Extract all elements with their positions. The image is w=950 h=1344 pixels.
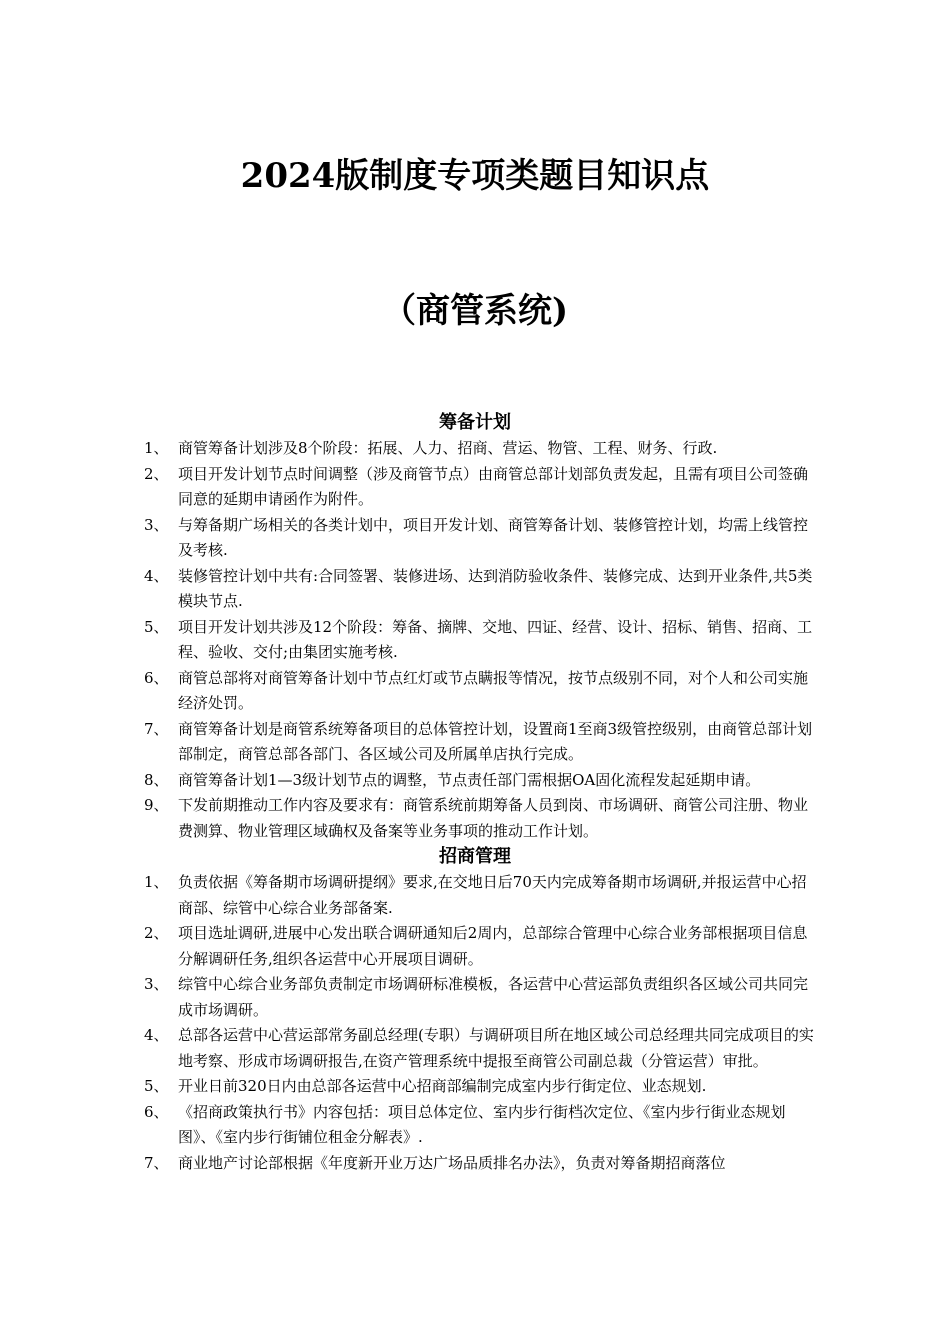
item-text: 商管筹备计划1—3级计划节点的调整，节点责任部门需根据OA固化流程发起延期申请。 — [178, 770, 761, 789]
list-item — [144, 666, 814, 717]
item-text: 商管总部将对商管筹备计划中节点红灯或节点瞒报等情况，按节点级别不同，对个人和公司实施经济处罚。 — [178, 668, 809, 712]
list-item — [144, 564, 814, 615]
item-number: 4、 — [144, 1026, 169, 1044]
list-item — [144, 793, 814, 844]
item-text: 商业地产讨论部根据《年度新开业万达广场品质排名办法》，负责对筹备期招商落位 — [178, 1153, 726, 1172]
item-text: 下发前期推动工作内容及要求有：商管系统前期筹备人员到岗、市场调研、商管公司注册、物业费测算、物业管理区域确权及备案等业务事项的推动工作计划。 — [178, 796, 809, 840]
item-text: 项目选址调研,进展中心发出联合调研通知后2周内，总部综合管理中心综合业务部根据项目信息分解调研任务,组织各运营中心开展项目调研。 — [178, 924, 808, 968]
section-heading: 筹备计划 — [439, 412, 511, 433]
item-number: 5、 — [144, 1077, 169, 1095]
item-number: 6、 — [144, 668, 169, 687]
list-item — [144, 717, 814, 768]
list-item — [144, 1074, 814, 1100]
item-number: 2、 — [144, 924, 169, 942]
item-number: 3、 — [144, 515, 169, 534]
item-text: 装修管控计划中共有:合同签署、装修进场、达到消防验收条件、装修完成、达到开业条件,共5类模块节点. — [178, 566, 813, 610]
list-item — [144, 615, 814, 666]
item-number: 8、 — [144, 770, 169, 789]
item-text: 《招商政策执行书》内容包括：项目总体定位、室内步行街档次定位、《室内步行街业态规划图》、《室内步行街铺位租金分解表》. — [178, 1102, 786, 1146]
document-subtitle: （商管系统) — [381, 291, 569, 331]
item-number: 4、 — [144, 566, 169, 585]
list-item — [144, 462, 814, 513]
list-item — [144, 870, 814, 921]
item-text: 项目开发计划共涉及12个阶段：筹备、摘牌、交地、四证、经营、设计、招标、销售、招商、工程、验收、交付;由集团实施考核. — [178, 617, 813, 661]
section-leasing-management — [0, 844, 950, 1176]
list-item — [144, 1151, 814, 1177]
item-number: 2、 — [144, 464, 169, 483]
document-body — [0, 410, 950, 1176]
item-text: 与筹备期广场相关的各类计划中，项目开发计划、商管筹备计划、装修管控计划，均需上线管控及考核. — [178, 515, 809, 559]
item-text: 开业日前320日内由总部各运营中心招商部编制完成室内步行街定位、业态规划. — [178, 1077, 707, 1095]
item-text: 项目开发计划节点时间调整（涉及商管节点）由商管总部计划部负责发起，且需有项目公司签确同意的延期申请函作为附件。 — [178, 464, 809, 508]
item-text: 综管中心综合业务部负责制定市场调研标准模板，各运营中心营运部负责组织各区域公司共同完成市场调研。 — [178, 975, 809, 1019]
item-number: 1、 — [144, 439, 169, 457]
item-number: 6、 — [144, 1102, 169, 1121]
item-number: 7、 — [144, 1153, 169, 1172]
item-number: 5、 — [144, 617, 169, 636]
item-number: 3、 — [144, 975, 169, 993]
list-item — [144, 513, 814, 564]
item-list — [0, 870, 950, 1176]
item-text: 商管筹备计划是商管系统筹备项目的总体管控计划，设置商1至商3级管控级别，由商管总部计划部制定，商管总部各部门、各区域公司及所属单店执行完成。 — [178, 719, 813, 763]
item-number: 7、 — [144, 719, 169, 738]
item-text: 负责依据《筹备期市场调研提纲》要求,在交地日后70天内完成筹备期市场调研,并报运营中心招商部、综管中心综合业务部备案. — [178, 873, 807, 917]
list-item — [144, 921, 814, 972]
list-item — [144, 972, 814, 1023]
item-list — [0, 436, 950, 844]
item-number: 1、 — [144, 873, 169, 891]
document-title: 2024版制度专项类题目知识点 — [240, 156, 710, 196]
item-text: 商管筹备计划涉及8个阶段：拓展、人力、招商、营运、物管、工程、财务、行政. — [178, 439, 718, 457]
item-number: 9、 — [144, 796, 169, 814]
list-item — [144, 436, 814, 462]
list-item — [144, 1023, 814, 1074]
list-item — [144, 768, 814, 794]
section-preparation-plan — [0, 410, 950, 844]
section-heading: 招商管理 — [439, 846, 511, 867]
list-item — [144, 1100, 814, 1151]
item-text: 总部各运营中心营运部常务副总经理(专职）与调研项目所在地区域公司总经理共同完成项目的实地考察、形成市场调研报告,在资产管理系统中提报至商管公司副总裁（分管运营）审批。 — [178, 1026, 814, 1070]
